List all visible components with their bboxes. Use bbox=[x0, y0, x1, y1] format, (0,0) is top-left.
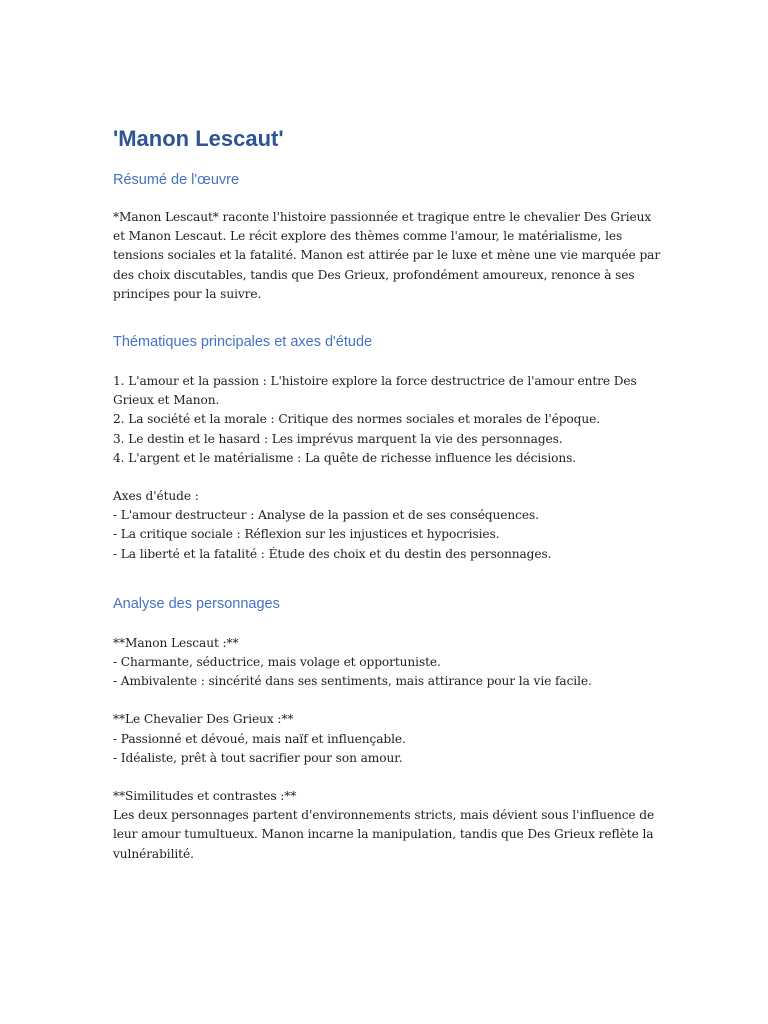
theme-item-3: 3. Le destin et le hasard : Les imprévus marquent la vie des personnages. bbox=[113, 431, 563, 446]
theme-item-4: 4. L'argent et le matérialisme : La quête de richesse influence les décisions. bbox=[113, 450, 577, 465]
manon-block bbox=[113, 634, 663, 692]
document-title: 'Manon Lescaut' bbox=[113, 126, 284, 151]
axe-item-1: - L'amour destructeur : Analyse de la passion et de ses conséquences. bbox=[113, 508, 539, 523]
des-grieux-trait-2: - Idéaliste, prêt à tout sacrifier pour son amour. bbox=[113, 750, 403, 765]
section-heading-personnages: Analyse des personnages bbox=[113, 595, 280, 612]
section-heading-themes: Thématiques principales et axes d'étude bbox=[113, 334, 373, 351]
axe-item-3: - La liberté et la fatalité : Étude des choix et du destin des personnages. bbox=[113, 546, 552, 561]
manon-label: **Manon Lescaut :** bbox=[113, 635, 239, 650]
resume-paragraph: *Manon Lescaut* raconte l'histoire passionnée et tragique entre le chevalier Des Grieux et Manon Lescaut. Le récit explore des thèmes comme l'amour, le matérialisme, les tensions sociales et la fatalité. Manon est attirée par le luxe et mène une vie marquée par des choix discutables, tandis que Des Grieux, profondément amoureux, renonce à ses principes pour la suivre. bbox=[113, 210, 661, 301]
des-grieux-label: **Le Chevalier Des Grieux :** bbox=[113, 712, 294, 727]
axe-item-2: - La critique sociale : Réflexion sur les injustices et hypocrisies. bbox=[113, 527, 500, 542]
theme-item-2: 2. La société et la morale : Critique des normes sociales et morales de l'époque. bbox=[113, 412, 601, 427]
manon-trait-2: - Ambivalente : sincérité dans ses sentiments, mais attirance pour la vie facile. bbox=[113, 674, 592, 689]
similitudes-block bbox=[113, 787, 663, 864]
axes-block bbox=[113, 487, 663, 564]
manon-trait-1: - Charmante, séductrice, mais volage et opportuniste. bbox=[113, 655, 441, 670]
des-grieux-trait-1: - Passionné et dévoué, mais naïf et influençable. bbox=[113, 731, 406, 746]
similitudes-label: **Similitudes et contrastes :** bbox=[113, 789, 297, 804]
axes-title: Axes d'étude : bbox=[113, 489, 199, 504]
section-heading-resume: Résumé de l'œuvre bbox=[113, 172, 240, 188]
themes-list bbox=[113, 372, 663, 468]
des-grieux-block bbox=[113, 710, 663, 768]
theme-item-1: 1. L'amour et la passion : L'histoire explore la force destructrice de l'amour entre Des Grieux et Manon. bbox=[113, 374, 637, 408]
similitudes-text: Les deux personnages partent d'environnements stricts, mais dévient sous l'influence de leur amour tumultueux. Manon incarne la manipulation, tandis que Des Grieux reflète la vulnérabilité. bbox=[113, 808, 655, 861]
